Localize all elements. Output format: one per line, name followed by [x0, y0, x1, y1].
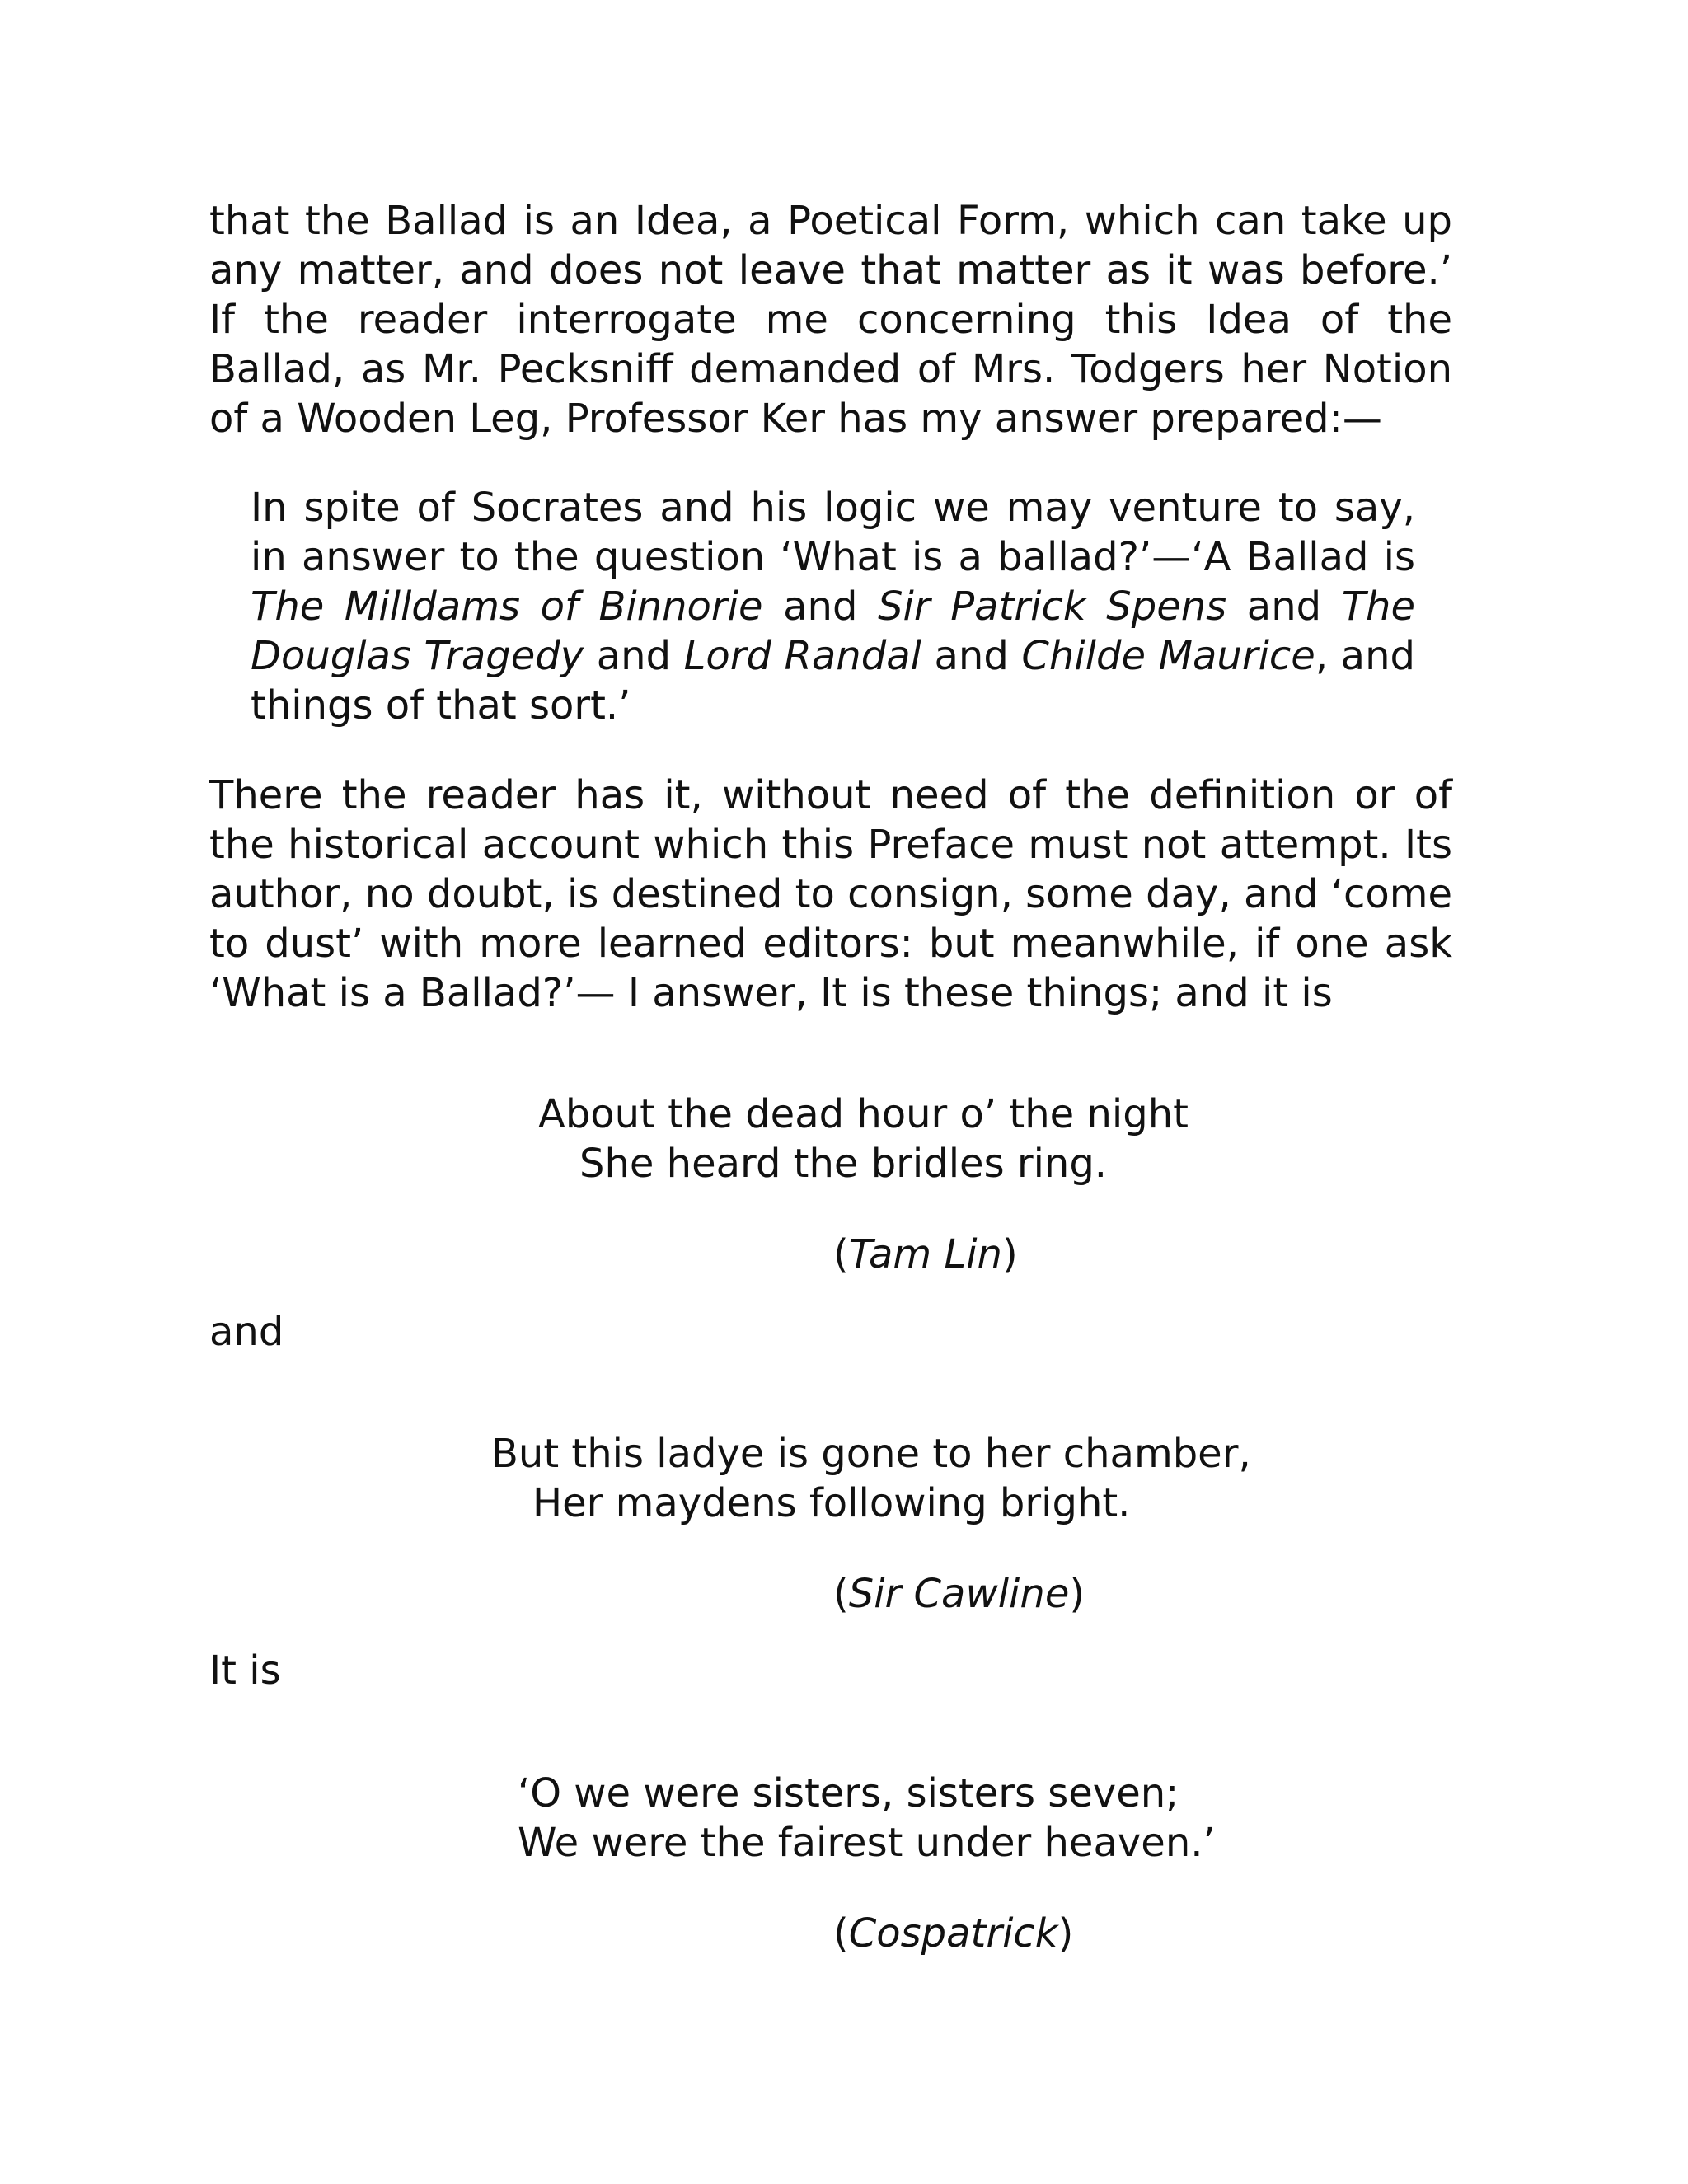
paragraph-line: more learned editors: but meanwhile, if one ask ‘What is a Ballad?’—	[209, 921, 1453, 1016]
paragraph-line: Pecksniff demanded of Mrs. Todgers her Notion of a Wooden Leg,	[209, 346, 1453, 442]
citation-paren: (	[833, 1231, 849, 1277]
citation-title: Sir Cawline	[848, 1571, 1070, 1617]
citation-paren: (	[833, 1571, 849, 1617]
connector-text: and	[209, 1309, 284, 1355]
paragraph-line: reader interrogate me concerning this Idea of the Ballad, as Mr.	[209, 297, 1452, 392]
paragraph-line: doubt, is destined to consign, some day, and ‘come to dust’ with	[209, 871, 1452, 967]
quote-text: In spite of Socrates and his logic we may venture to say, in answer to the question ‘What is a ballad?’—‘A Ballad is	[251, 485, 1415, 580]
ballad-title: Childe Maurice	[1021, 633, 1315, 679]
paragraph-line: There the reader has it, without need of the definition or of the	[209, 772, 1452, 868]
paragraph-line: matter, and does not leave that matter as it was before.’ If the	[209, 247, 1452, 343]
verse-citation	[833, 1909, 1073, 1958]
quote-text: and	[1226, 583, 1342, 630]
paragraph-line: I answer, It is these things; and it is	[627, 970, 1333, 1016]
paragraph-line: historical account which this Preface must not attempt. Its author, no	[209, 822, 1452, 917]
connector-text: It is	[209, 1647, 281, 1694]
quote-text: , and things of that sort.’	[251, 633, 1415, 729]
verse-line: ‘O we were sisters, sisters seven;	[518, 1770, 1179, 1816]
citation-paren: (	[833, 1910, 849, 1957]
citation-paren: )	[1069, 1571, 1085, 1617]
quote-text: and	[921, 633, 1022, 679]
ballad-title: The Douglas Tragedy	[251, 583, 1416, 679]
verse-line: She heard the bridles ring.	[579, 1141, 1108, 1187]
ballad-title: Sir Patrick Spens	[878, 583, 1227, 630]
quote-text: and	[584, 633, 684, 679]
paragraph-line: that the Ballad is an Idea, a Poetical Form, which can take up any	[209, 198, 1452, 293]
body-paragraph-2	[209, 771, 1452, 1018]
block-quote	[251, 483, 1415, 730]
citation-title: Cospatrick	[848, 1910, 1058, 1957]
verse-citation	[833, 1569, 1085, 1619]
body-paragraph-1	[209, 196, 1452, 443]
verse-line: But this ladye is gone to her chamber,	[491, 1431, 1251, 1477]
citation-paren: )	[1057, 1910, 1074, 1957]
paragraph-line: Professor Ker has my answer prepared:—	[565, 396, 1382, 442]
citation-paren: )	[1001, 1231, 1018, 1277]
verse-line: Her maydens following bright.	[532, 1480, 1131, 1526]
ballad-title: The Milldams of Binnorie	[251, 583, 763, 630]
verse-line: We were the fairest under heaven.’	[518, 1820, 1216, 1866]
verse-line: About the dead hour o’ the night	[538, 1091, 1189, 1137]
quote-text: and	[762, 583, 879, 630]
citation-title: Tam Lin	[848, 1231, 1002, 1277]
ballad-title: Lord Randal	[683, 633, 921, 679]
verse-citation	[833, 1230, 1018, 1279]
